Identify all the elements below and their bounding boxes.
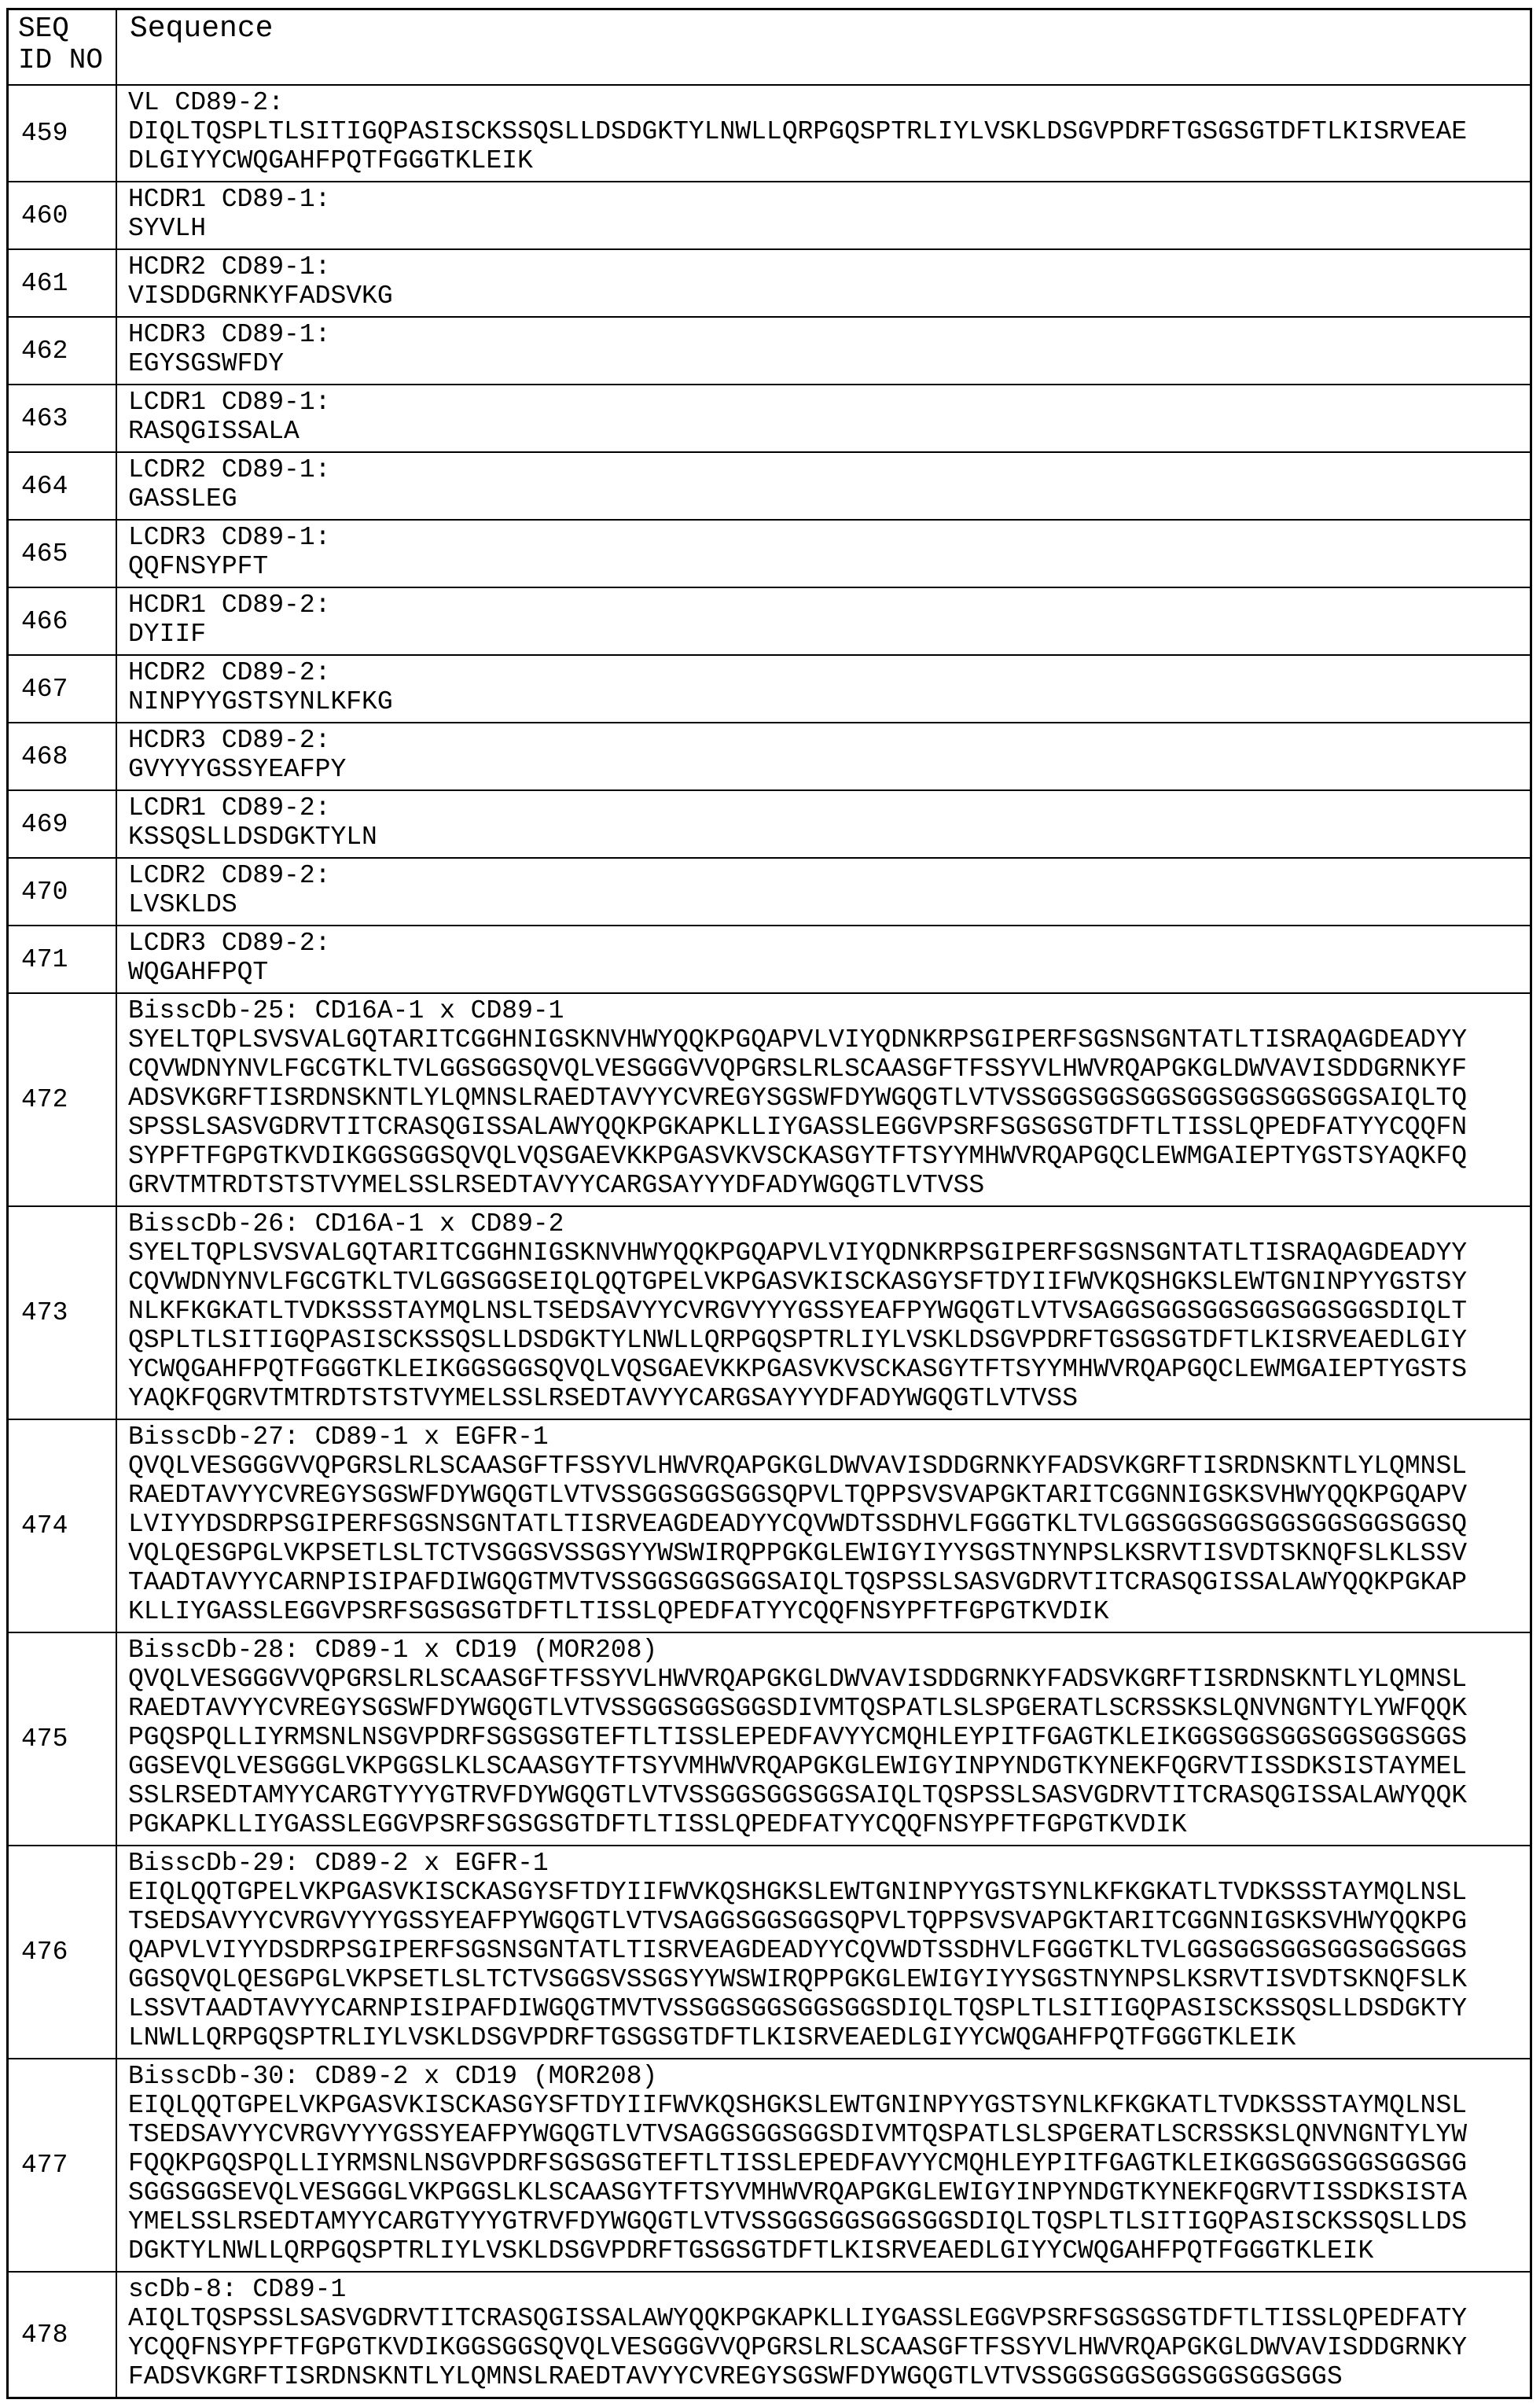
sequence-text: WQGAHFPQT [128, 958, 269, 987]
sequence-text: EIQLQQTGPELVKPGASVKISCKASGYSFTDYIIFWVKQSHGKSLEWTGNINPYYGSTSYNLKFKGKATLTVDKSSSTAYMQLNSLTSEDSAVYYCVRGVYYYGSSYEAFPYWGQGTLVTVSAGGSGGSGGSQPVLTQPPSVSVAPGKTARITCGGNNIGSKSVHWYQQKPGQAPVLVIYYDSDRPSGIPERFSGSNSGNTATLTISRVEAGDEADYYCQVWDTSSDHVLFGGGTKLTVLGGSGGSGGSGGSGGSGGSGGSQVQLQESGPGLVKPSETLSLTCTVSGGSVSSGSYYWSWIRQPPGKGLEWIGYIYYSGSTNYNPSLKSRVTISVDTSKNQFSLKLSSVTAADTAVYYCARNPISIPAFDIWGQGTMVTVSSGGSGGSGGSGGSDIQLTQSPLTLSITIGQPASISCKSSQSLLDSDGKTYLNWLLQRPGQSPTRLIYLVSKLDSGVPDRFTGSGSGTDFTLKISRVEAEDLGIYYCWQGAHFPQTFGGGTKLEIK [128, 1878, 1468, 2052]
sequence-text: QVQLVESGGGVVQPGRSLRLSCAASGFTFSSYVLHWVRQAPGKGLDWVAVISDDGRNKYFADSVKGRFTISRDNSKNTLYLQMNSLRAEDTAVYYCVREGYSGSWFDYWGQGTLVTVSSGGSGGSGGSDIVMTQSPATLSLSPGERATLSCRSSKSLQNVNGNTYLYWFQQKPGQSPQLLIYRMSNLNSGVPDRFSGSGSGTEFTLTISSLEPEDFAVYYCMQHLEYPITFGAGTKLEIKGGSGGSGGSGGSGGSGGSGGSEVQLVESGGGLVKPGGSLKLSCAASGYTFTSYVMHWVRQAPGKGLEWIGYINPYNDGTKYNEKFQGRVTISSDKSISTAYMELSSLRSEDTAMYYCARGTYYYGTRVFDYWGQGTLVTVSSGGSGGSGGSAIQLTQSPSSLSASVGDRVTITCRASQGISSALAWYQQKPGKAPKLLIYGASSLEGGVPSRFSGSGSGTDFTLTISSLQPEDFATYYCQQFNSYPFTFGPGTKVDIK [128, 1665, 1468, 1839]
sequence-cell [116, 2272, 1531, 2398]
sequence-label: BisscDb-30: CD89-2 x CD19 (MOR208) [128, 2062, 658, 2091]
seq-id-cell [8, 790, 117, 858]
sequence-cell [116, 452, 1531, 520]
sequence-text: EIQLQQTGPELVKPGASVKISCKASGYSFTDYIIFWVKQSHGKSLEWTGNINPYYGSTSYNLKFKGKATLTVDKSSSTAYMQLNSLTSEDSAVYYCVRGVYYYGSSYEAFPYWGQGTLVTVSAGGSGGSGGSDIVMTQSPATLSLSPGERATLSCRSSKSLQNVNGNTYLYWFQQKPGQSPQLLIYRMSNLNSGVPDRFSGSGSGTEFTLTISSLEPEDFAVYYCMQHLEYPITFGAGTKLEIKGGSGGSGGSGGSGGSGGSGGSEVQLVESGGGLVKPGGSLKLSCAASGYTFTSYVMHWVRQAPGKGLEWIGYINPYNDGTKYNEKFQGRVTISSDKSISTAYMELSSLRSEDTAMYYCARGTYYYGTRVFDYWGQGTLVTVSSGGSGGSGGSGGSDIQLTQSPLTLSITIGQPASISCKSSQSLLDSDGKTYLNWLLQRPGQSPTRLIYLVSKLDSGVPDRFTGSGSGTDFTLKISRVEAEDLGIYYCWQGAHFPQTFGGGTKLEIK [128, 2091, 1468, 2265]
table-row [8, 1419, 1531, 1632]
seq-id-cell [8, 1419, 117, 1632]
table-row [8, 1206, 1531, 1419]
seq-id-cell [8, 1632, 117, 1846]
sequence-cell [116, 858, 1531, 926]
sequence-cell [116, 1419, 1531, 1632]
sequence-cell [116, 249, 1531, 317]
table-row [8, 1632, 1531, 1846]
seq-id: 467 [21, 674, 68, 704]
seq-id: 478 [21, 2320, 68, 2350]
seq-id-cell [8, 655, 117, 723]
table-row [8, 317, 1531, 385]
sequence-cell [116, 385, 1531, 452]
seq-id-cell [8, 723, 117, 790]
sequence-text: NINPYYGSTSYNLKFKG [128, 687, 393, 716]
sequence-cell [116, 993, 1531, 1206]
seq-id: 472 [21, 1085, 68, 1114]
seq-id: 462 [21, 336, 68, 366]
sequence-cell [116, 520, 1531, 587]
seq-id-cell [8, 317, 117, 385]
sequence-listing-table [6, 8, 1532, 2399]
col-header-sequence: Sequence [116, 9, 1531, 86]
sequence-label: LCDR3 CD89-2: [128, 929, 331, 958]
table-row [8, 2272, 1531, 2398]
seq-id: 460 [21, 201, 68, 230]
col-header-seq-id-no: SEQ ID NO [8, 9, 117, 86]
seq-id: 469 [21, 809, 68, 839]
sequence-text: SYVLH [128, 214, 207, 243]
seq-id-cell [8, 1206, 117, 1419]
sequence-text: LVSKLDS [128, 890, 237, 919]
seq-id: 475 [21, 1724, 68, 1754]
sequence-cell [116, 723, 1531, 790]
table-row [8, 1846, 1531, 2059]
seq-id-cell [8, 85, 117, 182]
sequence-cell [116, 790, 1531, 858]
seq-id: 476 [21, 1938, 68, 1967]
seq-id: 459 [21, 119, 68, 148]
seq-id-cell [8, 385, 117, 452]
table-row [8, 790, 1531, 858]
sequence-label: VL CD89-2: [128, 88, 285, 117]
sequence-label: BisscDb-25: CD16A-1 x CD89-1 [128, 996, 564, 1025]
table-row [8, 249, 1531, 317]
table-row [8, 993, 1531, 1206]
seq-id: 474 [21, 1511, 68, 1540]
sequence-cell [116, 1206, 1531, 1419]
sequence-label: LCDR3 CD89-1: [128, 523, 331, 552]
table-row [8, 452, 1531, 520]
sequence-cell [116, 182, 1531, 249]
table-row [8, 182, 1531, 249]
sequence-label: BisscDb-28: CD89-1 x CD19 (MOR208) [128, 1636, 658, 1665]
seq-id: 466 [21, 606, 68, 636]
sequence-text: GASSLEG [128, 484, 237, 513]
sequence-text: SYELTQPLSVSVALGQTARITCGGHNIGSKNVHWYQQKPGQAPVLVIYQDNKRPSGIPERFSGSNSGNTATLTISRAQAGDEADYYCQVWDNYNVLFGCGTKLTVLGGSGGSQVQLVESGGGVVQPGRSLRLSCAASGFTFSSYVLHWVRQAPGKGLDWVAVISDDGRNKYFADSVKGRFTISRDNSKNTLYLQMNSLRAEDTAVYYCVREGYSGSWFDYWGQGTLVTVSSGGSGGSGGSGGSGGSGGSGGSAIQLTQSPSSLSASVGDRVTITCRASQGISSALAWYQQKPGKAPKLLIYGASSLEGGVPSRFSGSGSGTDFTLTISSLQPEDFATYYCQQFNSYPFTFGPGTKVDIKGGSGGSQVQLVQSGAEVKKPGASVKVSCKASGYTFTSYYMHWVRQAPGQCLEWMGAIEPTYGSTSYAQKFQGRVTMTRDTSTSTVYMELSSLRSEDTAVYYCARGSAYYYDFADYWGQGTLVTVSS [128, 1025, 1468, 1200]
sequence-text: KSSQSLLDSDGKTYLN [128, 823, 377, 852]
sequence-text: AIQLTQSPSSLSASVGDRVTITCRASQGISSALAWYQQKPGKAPKLLIYGASSLEGGVPSRFSGSGSGTDFTLTISSLQPEDFATYYCQQFNSYPFTFGPGTKVDIKGGSGGSQVQLVESGGGVVQPGRSLRLSCAASGFTFSSYVLHWVRQAPGKGLDWVAVISDDGRNKYFADSVKGRFTISRDNSKNTLYLQMNSLRAEDTAVYYCVREGYSGSWFDYWGQGTLVTVSSGGSGGSGGSGGSGGSGGS [128, 2304, 1468, 2391]
seq-id: 468 [21, 742, 68, 771]
seq-id: 465 [21, 539, 68, 569]
seq-id: 470 [21, 877, 68, 907]
table-row [8, 723, 1531, 790]
seq-id-cell [8, 452, 117, 520]
sequence-label: LCDR1 CD89-1: [128, 388, 331, 417]
seq-id: 463 [21, 403, 68, 433]
table-row [8, 520, 1531, 587]
sequence-label: BisscDb-27: CD89-1 x EGFR-1 [128, 1422, 549, 1452]
table-header [8, 9, 1531, 86]
sequence-text: VISDDGRNKYFADSVKG [128, 282, 393, 311]
seq-id-cell [8, 2272, 117, 2398]
sequence-cell [116, 587, 1531, 655]
table-row [8, 926, 1531, 993]
sequence-label: HCDR3 CD89-2: [128, 726, 331, 755]
sequence-text: EGYSGSWFDY [128, 349, 285, 378]
sequence-cell [116, 926, 1531, 993]
sequence-label: BisscDb-26: CD16A-1 x CD89-2 [128, 1209, 564, 1238]
seq-id: 461 [21, 268, 68, 298]
table-row [8, 2059, 1531, 2272]
seq-id-cell [8, 926, 117, 993]
seq-id-cell [8, 182, 117, 249]
sequence-cell [116, 85, 1531, 182]
sequence-label: LCDR2 CD89-2: [128, 861, 331, 890]
sequence-label: HCDR2 CD89-1: [128, 252, 331, 282]
sequence-text: DIQLTQSPLTLSITIGQPASISCKSSQSLLDSDGKTYLNWLLQRPGQSPTRLIYLVSKLDSGVPDRFTGSGSGTDFTLKISRVEAEDLGIYYCWQGAHFPQTFGGGTKLEIK [128, 117, 1468, 175]
table-body [8, 85, 1531, 2398]
table-row [8, 85, 1531, 182]
sequence-cell [116, 1846, 1531, 2059]
sequence-label: HCDR2 CD89-2: [128, 658, 331, 687]
sequence-cell [116, 2059, 1531, 2272]
sequence-cell [116, 1632, 1531, 1846]
sequence-text: SYELTQPLSVSVALGQTARITCGGHNIGSKNVHWYQQKPGQAPVLVIYQDNKRPSGIPERFSGSNSGNTATLTISRAQAGDEADYYCQVWDNYNVLFGCGTKLTVLGGSGGSEIQLQQTGPELVKPGASVKISCKASGYSFTDYIIFWVKQSHGKSLEWTGNINPYYGSTSYNLKFKGKATLTVDKSSSTAYMQLNSLTSEDSAVYYCVRGVYYYGSSYEAFPYWGQGTLVTVSAGGSGGSGGSGGSGGSGGSDIQLTQSPLTLSITIGQPASISCKSSQSLLDSDGKTYLNWLLQRPGQSPTRLIYLVSKLDSGVPDRFTGSGSGTDFTLKISRVEAEDLGIYYCWQGAHFPQTFGGGTKLEIKGGSGGSQVQLVQSGAEVKKPGASVKVSCKASGYTFTSYYMHWVRQAPGQCLEWMGAIEPTYGSTSYAQKFQGRVTMTRDTSTSTVYMELSSLRSEDTAVYYCARGSAYYYDFADYWGQGTLVTVSS [128, 1238, 1468, 1413]
sequence-label: LCDR2 CD89-1: [128, 455, 331, 484]
table-row [8, 587, 1531, 655]
seq-id-cell [8, 249, 117, 317]
sequence-text: GVYYYGSSYEAFPY [128, 755, 347, 784]
sequence-text: QVQLVESGGGVVQPGRSLRLSCAASGFTFSSYVLHWVRQAPGKGLDWVAVISDDGRNKYFADSVKGRFTISRDNSKNTLYLQMNSLRAEDTAVYYCVREGYSGSWFDYWGQGTLVTVSSGGSGGSGGSQPVLTQPPSVSVAPGKTARITCGGNNIGSKSVHWYQQKPGQAPVLVIYYDSDRPSGIPERFSGSNSGNTATLTISRVEAGDEADYYCQVWDTSSDHVLFGGGTKLTVLGGSGGSGGSGGSGGSGGSGGSQVQLQESGPGLVKPSETLSLTCTVSGGSVSSGSYYWSWIRQPPGKGLEWIGYIYYSGSTNYNPSLKSRVTISVDTSKNQFSLKLSSVTAADTAVYYCARNPISIPAFDIWGQGTMVTVSSGGSGGSGGSAIQLTQSPSSLSASVGDRVTITCRASQGISSALAWYQQKPGKAPKLLIYGASSLEGGVPSRFSGSGSGTDFTLTISSLQPEDFATYYCQQFNSYPFTFGPGTKVDIK [128, 1452, 1468, 1626]
sequence-text: RASQGISSALA [128, 417, 300, 446]
table-row [8, 858, 1531, 926]
sequence-cell [116, 317, 1531, 385]
table-row [8, 385, 1531, 452]
seq-id-cell [8, 993, 117, 1206]
table-row [8, 655, 1531, 723]
seq-id: 471 [21, 944, 68, 974]
seq-id: 464 [21, 471, 68, 501]
sequence-label: HCDR1 CD89-2: [128, 591, 331, 620]
seq-id-cell [8, 587, 117, 655]
seq-id-cell [8, 858, 117, 926]
sequence-text: QQFNSYPFT [128, 552, 269, 581]
seq-id-cell [8, 1846, 117, 2059]
seq-id: 473 [21, 1298, 68, 1327]
sequence-cell [116, 655, 1531, 723]
sequence-label: LCDR1 CD89-2: [128, 793, 331, 823]
sequence-text: DYIIF [128, 620, 207, 649]
sequence-label: HCDR3 CD89-1: [128, 320, 331, 349]
header-row [8, 9, 1531, 86]
sequence-label: scDb-8: CD89-1 [128, 2275, 347, 2304]
sequence-label: BisscDb-29: CD89-2 x EGFR-1 [128, 1849, 549, 1878]
seq-id-cell [8, 520, 117, 587]
seq-id: 477 [21, 2151, 68, 2180]
seq-id-cell [8, 2059, 117, 2272]
sequence-label: HCDR1 CD89-1: [128, 185, 331, 214]
